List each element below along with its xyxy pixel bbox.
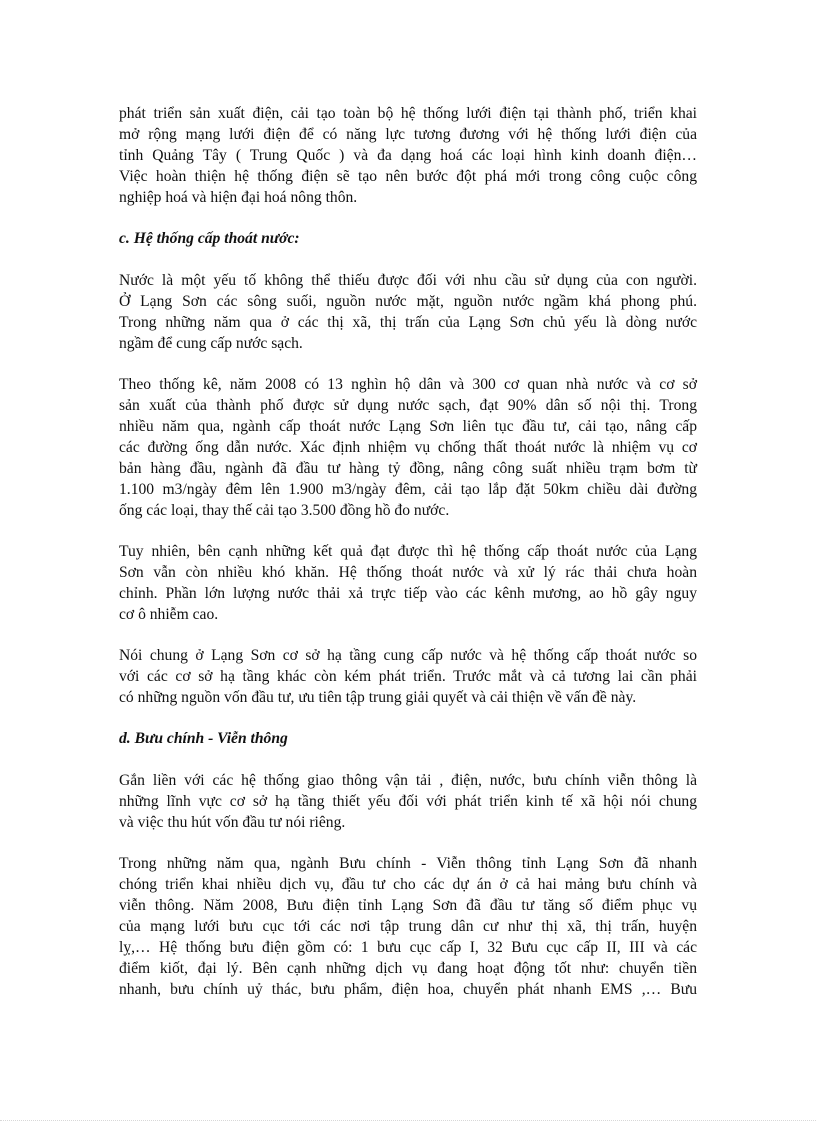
section-heading-post-telecom: d. Bưu chính - Viễn thông <box>119 730 288 747</box>
section-heading-water-supply: c. Hệ thống cấp thoát nước: <box>119 230 300 247</box>
text-line: Trong những năm qua, ngành Bưu chính - Viễn thông tỉnh Lạng Sơn đã nhanh <box>119 855 697 872</box>
text-line: có những nguồn vốn đầu tư, ưu tiên tập trung giải quyết và cải thiện về vấn đề này. <box>119 689 637 706</box>
text-line: nhanh, bưu chính uỷ thác, bưu phẩm, điện hoa, chuyển phát nhanh EMS ,… Bưu <box>119 981 697 998</box>
text-line: và việc thu hút vốn đầu tư nói riêng. <box>119 814 346 831</box>
paragraph-electricity-conclusion <box>119 103 697 208</box>
text-line: của mạng lưới bưu cục tới các nơi tập trung dân cư như thị xã, thị trấn, huyện <box>119 918 697 935</box>
paragraph-telecom-development <box>119 853 697 1000</box>
text-line: sản xuất của thành phố được sử dụng nước sạch, đạt 90% dân số nội thị. Trong <box>119 397 697 414</box>
text-line: nhiều năm qua, ngành cấp thoát nước Lạng Sơn liên tục đầu tư, cải tạo, nâng cấp <box>119 418 697 435</box>
text-line: ngầm để cung cấp nước sạch. <box>119 335 303 352</box>
text-line: viễn thông. Năm 2008, Bưu điện tỉnh Lạng Sơn đã đầu tư tăng số điểm phục vụ <box>119 897 697 914</box>
text-line: ống các loại, thay thế cải tạo 3.500 đồng hồ đo nước. <box>119 502 450 519</box>
text-line: Việc hoàn thiện hệ thống điện sẽ tạo nên bước đột phá mới trong công cuộc công <box>119 168 697 185</box>
paragraph-water-summary <box>119 645 697 708</box>
text-line: lỵ,… Hệ thống bưu điện gồm có: 1 bưu cục cấp I, 32 Bưu cục cấp II, III và các <box>119 939 697 956</box>
text-line: điểm kiốt, đại lý. Bên cạnh những dịch vụ đang hoạt động tốt như: chuyển tiền <box>119 960 697 977</box>
text-line: Gắn liền với các hệ thống giao thông vận tải , điện, nước, bưu chính viễn thông là <box>119 772 697 789</box>
text-line: các đường ống dẫn nước. Xác định nhiệm vụ chống thất thoát nước là nhiệm vụ cơ <box>119 439 697 456</box>
text-line: Nước là một yếu tố không thể thiếu được đối với nhu cầu sử dụng của con người. <box>119 272 697 289</box>
text-line: với các cơ sở hạ tầng khác còn kém phát triển. Trước mắt và cả tương lai cần phải <box>119 668 697 685</box>
text-line: Sơn vẫn còn nhiều khó khăn. Hệ thống thoát nước và xử lý rác thải chưa hoàn <box>119 564 697 581</box>
text-line: Nói chung ở Lạng Sơn cơ sở hạ tầng cung cấp nước và hệ thống cấp thoát nước so <box>119 647 697 664</box>
text-line: Tuy nhiên, bên cạnh những kết quả đạt được thì hệ thống cấp thoát nước của Lạng <box>119 543 697 560</box>
text-line: 1.100 m3/ngày đêm lên 1.900 m3/ngày đêm, cải tạo lắp đặt 50km chiều dài đường <box>119 481 697 498</box>
text-line: tỉnh Quảng Tây ( Trung Quốc ) và đa dạng hoá các loại hình kinh doanh điện… <box>119 147 697 164</box>
paragraph-water-intro <box>119 270 697 354</box>
text-line: mở rộng mạng lưới điện để có năng lực tương đương với hệ thống lưới điện của <box>119 126 697 143</box>
text-line: chỉnh. Phần lớn lượng nước thải xả trực tiếp vào các kênh mương, ao hồ gây nguy <box>119 585 697 602</box>
text-line: cơ ô nhiễm cao. <box>119 606 219 623</box>
text-line: chóng triển khai nhiều dịch vụ, đầu tư cho các dự án ở cả hai mảng bưu chính và <box>119 876 697 893</box>
paragraph-water-difficulties <box>119 541 697 625</box>
page-bottom-divider <box>0 1120 816 1122</box>
text-line: bản hàng đầu, ngành đã đầu tư hàng tỷ đồng, nâng công suất nhiều trạm bơm từ <box>119 460 697 477</box>
text-line: phát triển sản xuất điện, cải tạo toàn bộ hệ thống lưới điện tại thành phố, triển khai <box>119 105 697 122</box>
document-page <box>119 103 697 1020</box>
paragraph-water-statistics <box>119 374 697 521</box>
text-line: nghiệp hoá và hiện đại hoá nông thôn. <box>119 189 358 206</box>
text-line: Ở Lạng Sơn các sông suối, nguồn nước mặt, nguồn nước ngầm khá phong phú. <box>119 293 697 310</box>
text-line: Trong những năm qua ở các thị xã, thị trấn của Lạng Sơn chủ yếu là dòng nước <box>119 314 697 331</box>
text-line: Theo thống kê, năm 2008 có 13 nghìn hộ dân và 300 cơ quan nhà nước và cơ sở <box>119 376 697 393</box>
paragraph-telecom-intro <box>119 770 697 833</box>
text-line: những lĩnh vực cơ sở hạ tầng thiết yếu đối với phát triển kinh tế xã hội nói chung <box>119 793 697 810</box>
